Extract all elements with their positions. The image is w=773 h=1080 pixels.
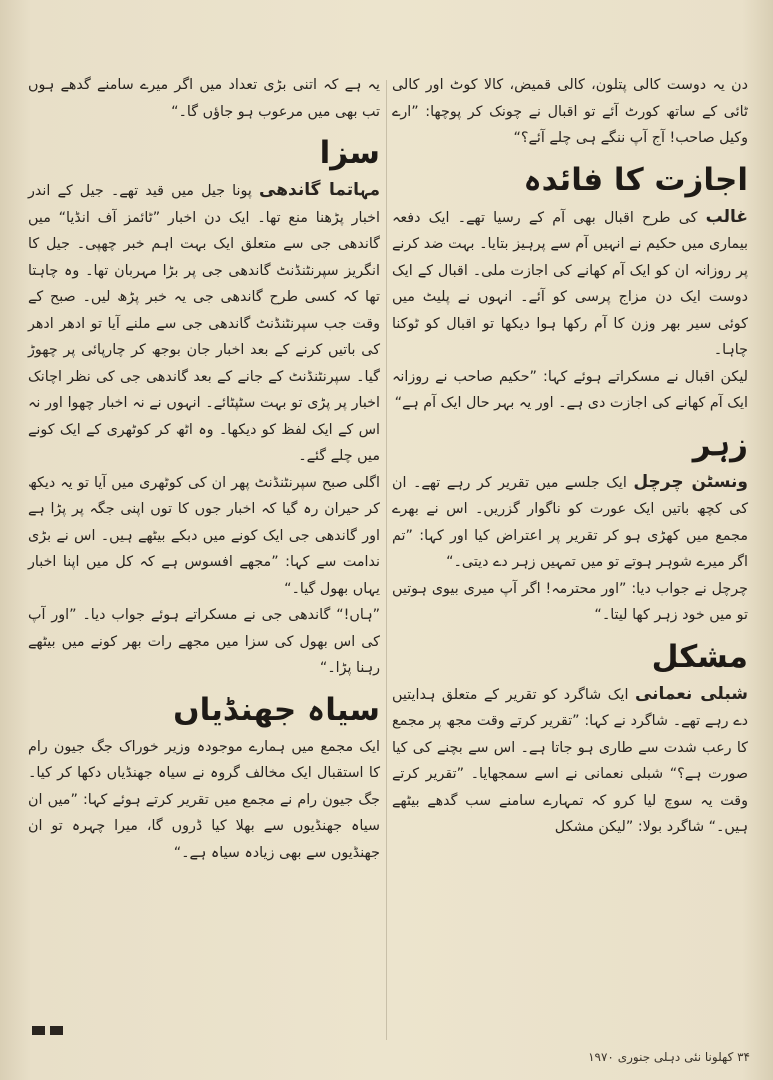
heading-zehar: زہر bbox=[692, 426, 748, 463]
column-divider bbox=[386, 80, 387, 1040]
zehar-paragraph bbox=[392, 469, 748, 576]
ijazat-body: کی طرح اقبال بھی آم کے رسیا تھے۔ ایک دفعہ بیماری میں حکیم نے انہیں آم سے پرہیز بتایا۔ بہت ضد کرنے پر روزانہ ان کو ایک آم کھانے کی اجازت ملی۔ اقبال کے ایک دوست ایک دن مزاج پرسی کو آئے۔ انہوں نے پلیٹ میں کوئی سیر بھر وزن کا آم رکھا ہوا دیکھا تو اقبال کو ٹوکنا چاہا۔ bbox=[392, 209, 748, 358]
mushkil-paragraph bbox=[392, 681, 748, 841]
ijazat-paragraph bbox=[392, 204, 748, 364]
lead-churchill: ونسٹن چرچل bbox=[633, 471, 748, 492]
zehar-paragraph-2: چرچل نے جواب دیا: ”اور محترمہ! اگر آپ میری بیوی ہوتیں تو میں خود زہر کھا لیتا۔“ bbox=[392, 580, 748, 623]
page-marks bbox=[32, 1026, 63, 1035]
saza-paragraph-3: ”ہاں!“ گاندھی جی نے مسکراتے ہوئے جواب دیا۔ ”اور آپ کی اس بھول کی سزا میں مجھے رات بھر کونے میں بیٹھے رہنا پڑا۔“ bbox=[28, 607, 380, 676]
ijazat-paragraph-2: لیکن اقبال نے مسکراتے ہوئے کہا: ”حکیم صاحب نے روزانہ ایک آم کھانے کی اجازت دی ہے۔ اور یہ بہر حال ایک آم ہے“ bbox=[392, 368, 748, 411]
left-column bbox=[28, 72, 380, 866]
lead-shibli: شبلی نعمانی bbox=[634, 683, 748, 704]
heading-siyah-jhandiyan: سیاہ جھنڈیاں bbox=[173, 691, 380, 728]
saza-paragraph-2: اگلی صبح سپرنٹنڈنٹ پھر ان کی کوٹھری میں آیا تو یہ دیکھ کر حیران رہ گیا کہ اخبار جوں کا توں اپنی جگہ پر پڑا ہے اور گاندھی جی ایک کونے میں دبکے بیٹھے ہیں۔ اس نے بڑی ندامت سے کہا: ”مجھے افسوس ہے کہ کل میں اپنا اخبار یہاں بھول گیا۔“ bbox=[28, 474, 380, 597]
saza-body: پونا جیل میں قید تھے۔ جیل کے اندر اخبار پڑھنا منع تھا۔ ایک دن اخبار ”ٹائمز آف انڈیا“ میں گاندھی جی سے متعلق ایک بہت اہم خبر چھپی۔ جیل کا انگریز سپرنٹنڈنٹ گاندھی جی پر بڑا مہربان تھا۔ وہ چاہتا تھا کہ کسی طرح گاندھی جی یہ خبر پڑھ لیں۔ صبح کے وقت جب سپرنٹنڈنٹ گاندھی جی سے ملنے آیا تو ادھر ادھر کی باتیں کرنے کے بعد اخبار جان بوجھ کر چارپائی پر چھوڑ گیا۔ سپرنٹنڈنٹ کے جانے کے بعد گاندھی جی کی نظر اچانک اخبار پر پڑی تو بہت سٹپٹائے۔ انہوں نے نہ اخبار چھوا اور نہ اس کے ایک لفظ کو دیکھا۔ وہ اٹھ کر کوٹھری کے ایک کونے میں چلے گئے۔ bbox=[28, 183, 380, 464]
mushkil-body: ایک شاگرد کو تقریر کے متعلق ہدایتیں دے رہے تھے۔ شاگرد نے کہا: ”تقریر کرتے وقت مجھ پر مجمع کا رعب شدت سے طاری ہو جاتا ہے۔ اس سے بچنے کی کیا صورت ہے؟“ شبلی نعمانی نے اسے سمجھایا۔ ”تقریر کرتے وقت یہ سوچ لیا کرو کہ تمہارے سامنے سب گدھے بیٹھے ہیں۔“ شاگرد بولا: ”لیکن مشکل bbox=[392, 686, 748, 835]
right-column bbox=[392, 72, 748, 841]
heading-mushkil: مشکل bbox=[651, 638, 748, 675]
lead-ghalib: غالب bbox=[705, 206, 748, 227]
saza-paragraph bbox=[28, 177, 380, 470]
zehar-body: ایک جلسے میں تقریر کر رہے تھے۔ ان کی کچھ باتیں ایک عورت کو ناگوار گزریں۔ اس نے بھرے مجمع میں کھڑی ہو کر تقریر پر اعتراض کیا اور کہا: ”تم اگر میرے شوہر ہوتے تو میں تمہیں زہر دے دیتی۔“ bbox=[392, 474, 748, 570]
lead-gandhi: مہاتما گاندھی bbox=[259, 180, 381, 200]
right-intro-paragraph: دن یہ دوست کالی پتلون، کالی قمیض، کالا کوٹ اور کالی ٹائی کے ساتھ کورٹ آئے تو اقبال نے چونک کر پوچھا: ”ارے وکیل صاحب! آج آپ ننگے ہی چلے آئے؟“ bbox=[392, 77, 748, 146]
left-intro-paragraph: یہ ہے کہ اتنی بڑی تعداد میں اگر میرے سامنے گدھے ہوں تب بھی میں مرعوب ہو جاؤں گا۔“ bbox=[28, 77, 380, 120]
jhandiyan-paragraph: ایک مجمع میں ہمارے موجودہ وزیر خوراک جگ جیون رام کا استقبال ایک مخالف گروہ نے سیاہ جھنڈیاں دکھا کر کیا۔ جگ جیون رام نے مجمع میں تقریر کرتے ہوئے کہا: ”میں ان سیاہ جھنڈیوں سے بھلا کیا ڈروں گا، میرا چہرہ تو ان جھنڈیوں سے بھی زیادہ سیاہ ہے۔“ bbox=[28, 738, 380, 861]
page-footer: ۳۴ کھلونا نئی دہلی جنوری ۱۹۷۰ bbox=[588, 1050, 750, 1064]
heading-ijazat-ka-faida: اجازت کا فائدہ bbox=[523, 161, 748, 198]
print-mark bbox=[32, 1026, 45, 1035]
print-mark bbox=[50, 1026, 63, 1035]
heading-saza: سزا bbox=[319, 135, 380, 171]
